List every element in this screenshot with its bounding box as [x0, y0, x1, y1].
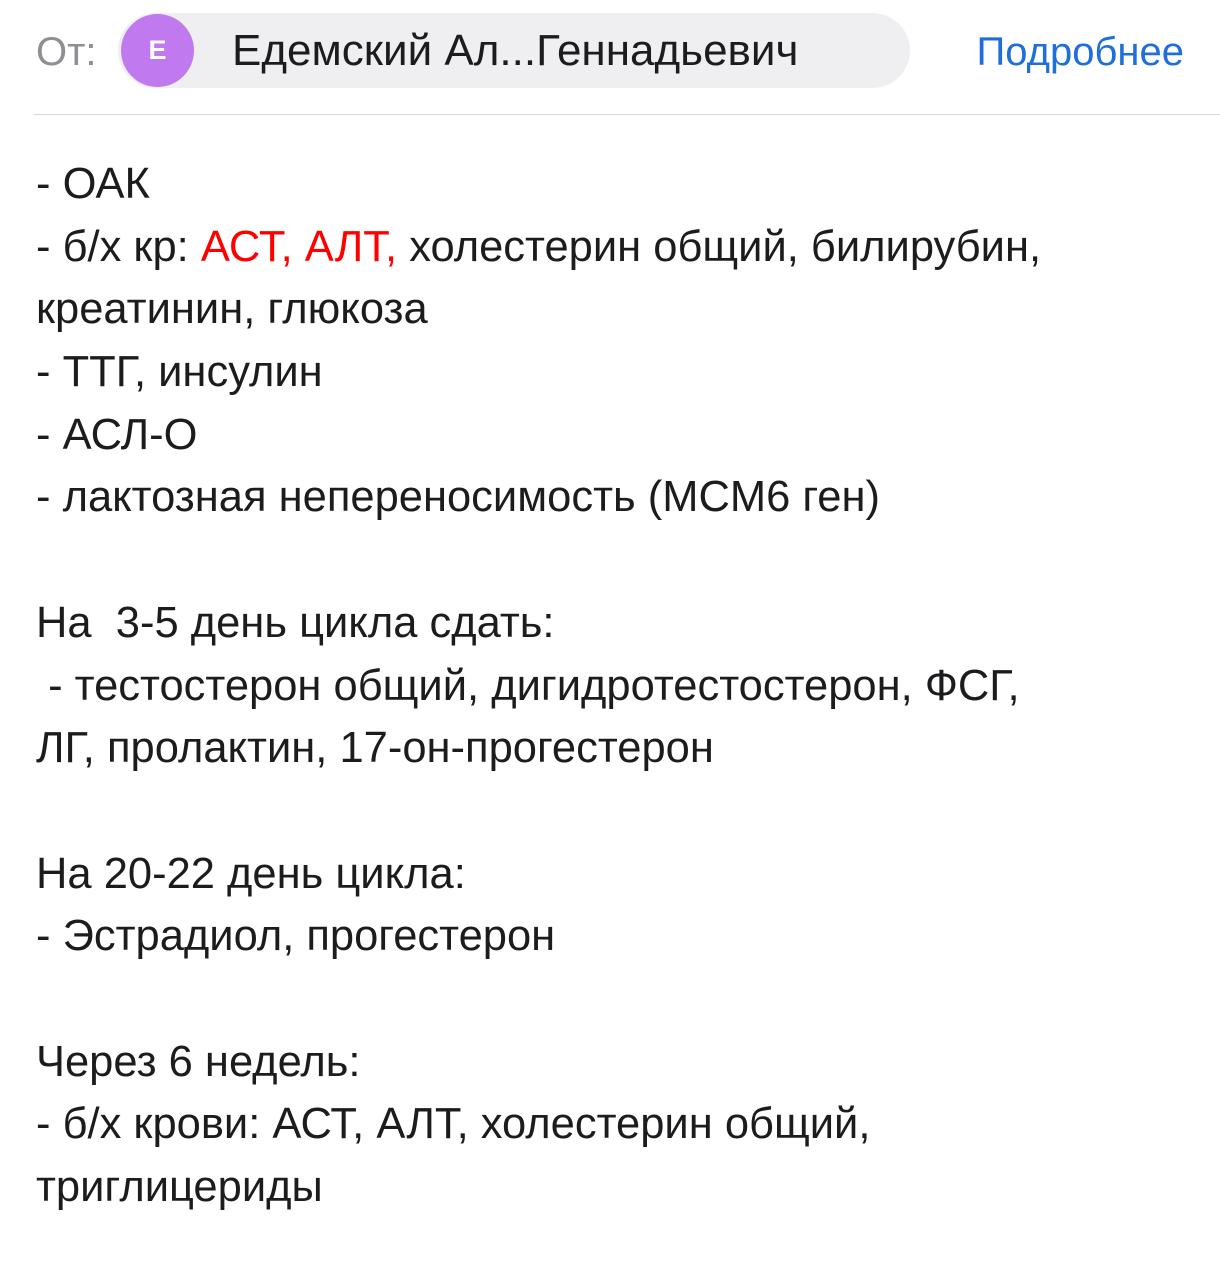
message-body: [36, 153, 1196, 1219]
sender-chip[interactable]: [118, 13, 910, 88]
message-line: триглицериды: [36, 1163, 323, 1211]
highlighted-text: АСТ, АЛТ,: [200, 222, 398, 271]
message-line: - б/х крови: АСТ, АЛТ, холестерин общий,: [36, 1100, 871, 1149]
message-line: - Эстрадиол, прогестерон: [36, 912, 556, 961]
blank-line: [36, 780, 1196, 843]
blank-line: [36, 968, 1196, 1031]
message-text: холестерин общий, билирубин,: [397, 222, 1042, 271]
message-line: На 3-5 день цикла сдать:: [36, 598, 555, 647]
message-line: ЛГ, пролактин, 17-он-прогестерон: [36, 724, 714, 773]
from-label: От:: [36, 30, 97, 74]
header-divider: [34, 114, 1220, 115]
sender-name: Едемский Ал...Геннадьевич: [232, 26, 799, 75]
mail-header: [0, 0, 1220, 115]
message-line: Через 6 недель:: [36, 1037, 361, 1086]
message-line: - ТТГ, инсулин: [36, 348, 323, 397]
blank-line: [36, 529, 1196, 592]
sender-avatar: Е: [121, 14, 194, 87]
message-text: - б/х кр:: [36, 222, 201, 271]
message-line: - тестостерон общий, дигидротестостерон, ФСГ,: [36, 661, 1020, 710]
message-line: - ОАК: [36, 160, 150, 208]
message-line: креатинин, глюкоза: [36, 285, 428, 334]
details-link[interactable]: Подробнее: [976, 30, 1184, 74]
message-line: На 20-22 день цикла:: [36, 849, 466, 898]
message-line: [36, 216, 1196, 279]
message-line: - АСЛ-О: [36, 410, 198, 459]
message-line: - лактозная непереносимость (MCM6 ген): [36, 473, 881, 522]
